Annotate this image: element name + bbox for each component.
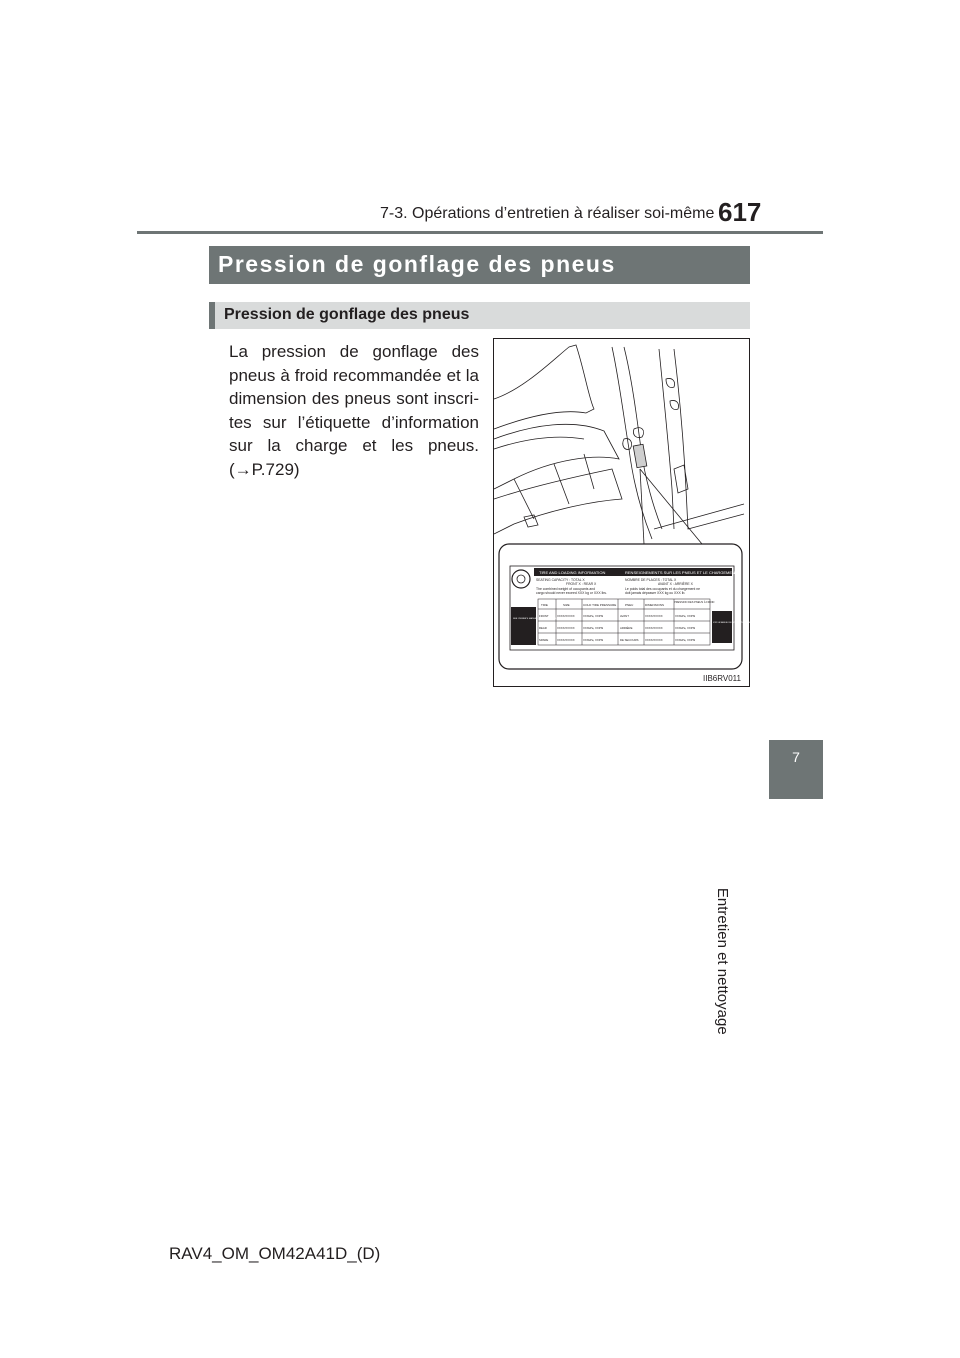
- label-weight-en-2: cargo should never exceed XXX kg or XXX lbs.: [536, 591, 607, 595]
- page-number: 617: [718, 197, 762, 227]
- subsection-title: Pression de gonflage des pneus: [224, 306, 470, 323]
- label-rows-en: FRONT X : REAR X: [566, 582, 597, 586]
- label-cell-pression: XXXkPa, XXPSI: [675, 626, 696, 630]
- label-cell-pression: XXXkPa, XXPSI: [675, 638, 696, 642]
- tire-icon: [512, 570, 530, 588]
- chapter-tab-number: 7: [792, 749, 800, 765]
- label-title-fr: RENSEIGNEMENTS SUR LES PNEUS ET LE CHARGEMENT: [625, 570, 738, 575]
- label-col-size: SIZE: [563, 603, 570, 607]
- label-seating-en: SEATING CAPACITY : TOTAL X: [536, 578, 585, 582]
- figure-code: IIB6RV011: [703, 674, 741, 683]
- label-cell-dim: XXXX/XXXXX: [645, 614, 663, 618]
- door-jamb-label-marker: [633, 444, 647, 467]
- label-col-tire: TIRE: [541, 603, 548, 607]
- label-cell-dim: XXXX/XXXXX: [645, 638, 663, 642]
- seat-cushion-outline: [494, 424, 619, 489]
- running-header-section: 7-3. Opérations d’entretien à réaliser soi-même: [380, 205, 715, 222]
- tire-label-figure: [493, 338, 772, 687]
- label-cell-pression: XXXkPa, XXPSI: [675, 614, 696, 618]
- document-code: RAV4_OM_OM42A41D_(D): [169, 1244, 381, 1263]
- section-title: Pression de gonflage des pneus: [218, 251, 616, 277]
- label-weight-fr-1: Le poids total des occupants et du chargement ne: [625, 587, 701, 591]
- chapter-side-label-wrap: [714, 806, 823, 1035]
- label-side-en: SEE OWNER'S MANUAL FOR ADDITIONAL INFORMATION: [513, 618, 573, 620]
- label-cell-en: REAR: [539, 626, 547, 630]
- label-side-fr: VOIR LE MANUEL DE L'USAGER POUR PLUS DE RENSEIGNEMENTS: [713, 622, 772, 624]
- subsection-accent: [209, 302, 215, 329]
- label-cell-pressure: XXXkPa, XXPSI: [583, 614, 604, 618]
- label-side-box-en: [511, 607, 536, 645]
- label-weight-fr-2: doit jamais dépasser XXX kg ou XXX lb.: [625, 591, 686, 595]
- label-cell-en: SPARE: [539, 638, 549, 642]
- header-rule: [137, 231, 823, 234]
- tire-label-illustration: [494, 339, 772, 686]
- label-side-box-fr: [712, 611, 732, 643]
- seat-back-outline: [494, 345, 594, 429]
- label-cell-fr: ARRIÈRE: [620, 626, 633, 630]
- label-cell-fr: DE SECOURS: [620, 638, 639, 642]
- label-cell-pressure: XXXkPa, XXPSI: [583, 638, 604, 642]
- body-paragraph: La pression de gonflage des pneus à froid recommandée et la dimension des pneus sont inscri-tes sur l’étiquette d’information sur la charge et les pneus. (→P.729): [229, 342, 479, 479]
- label-cell-pressure: XXXkPa, XXPSI: [583, 626, 604, 630]
- label-rows-fr: AVANT X : ARRIÈRE X: [658, 582, 693, 586]
- label-cell-en: FRONT: [539, 614, 549, 618]
- label-seating-fr: NOMBRE DE PLACES : TOTAL X: [625, 578, 677, 582]
- label-cell-fr: AVANT: [620, 614, 629, 618]
- chapter-side-label: Entretien et nettoyage: [714, 887, 732, 1035]
- label-title-en: TIRE AND LOADING INFORMATION: [539, 570, 606, 575]
- label-col-dimensions: DIMENSIONS: [645, 603, 665, 607]
- label-cell-size: XXXX/XXXXX: [557, 626, 575, 630]
- label-cell-dim: XXXX/XXXXX: [645, 626, 663, 630]
- label-col-pression: PRESSION DES PNEUS À FROID: [674, 601, 715, 604]
- door-pillar-outline: [612, 347, 652, 539]
- label-cell-size: XXXX/XXXXX: [557, 614, 575, 618]
- label-col-pressure: COLD TIRE PRESSURE: [583, 603, 617, 607]
- label-col-pneu: PNEU: [625, 603, 634, 607]
- label-cell-size: XXXX/XXXXX: [557, 638, 575, 642]
- label-weight-en-1: The combined weight of occupants and: [536, 587, 595, 591]
